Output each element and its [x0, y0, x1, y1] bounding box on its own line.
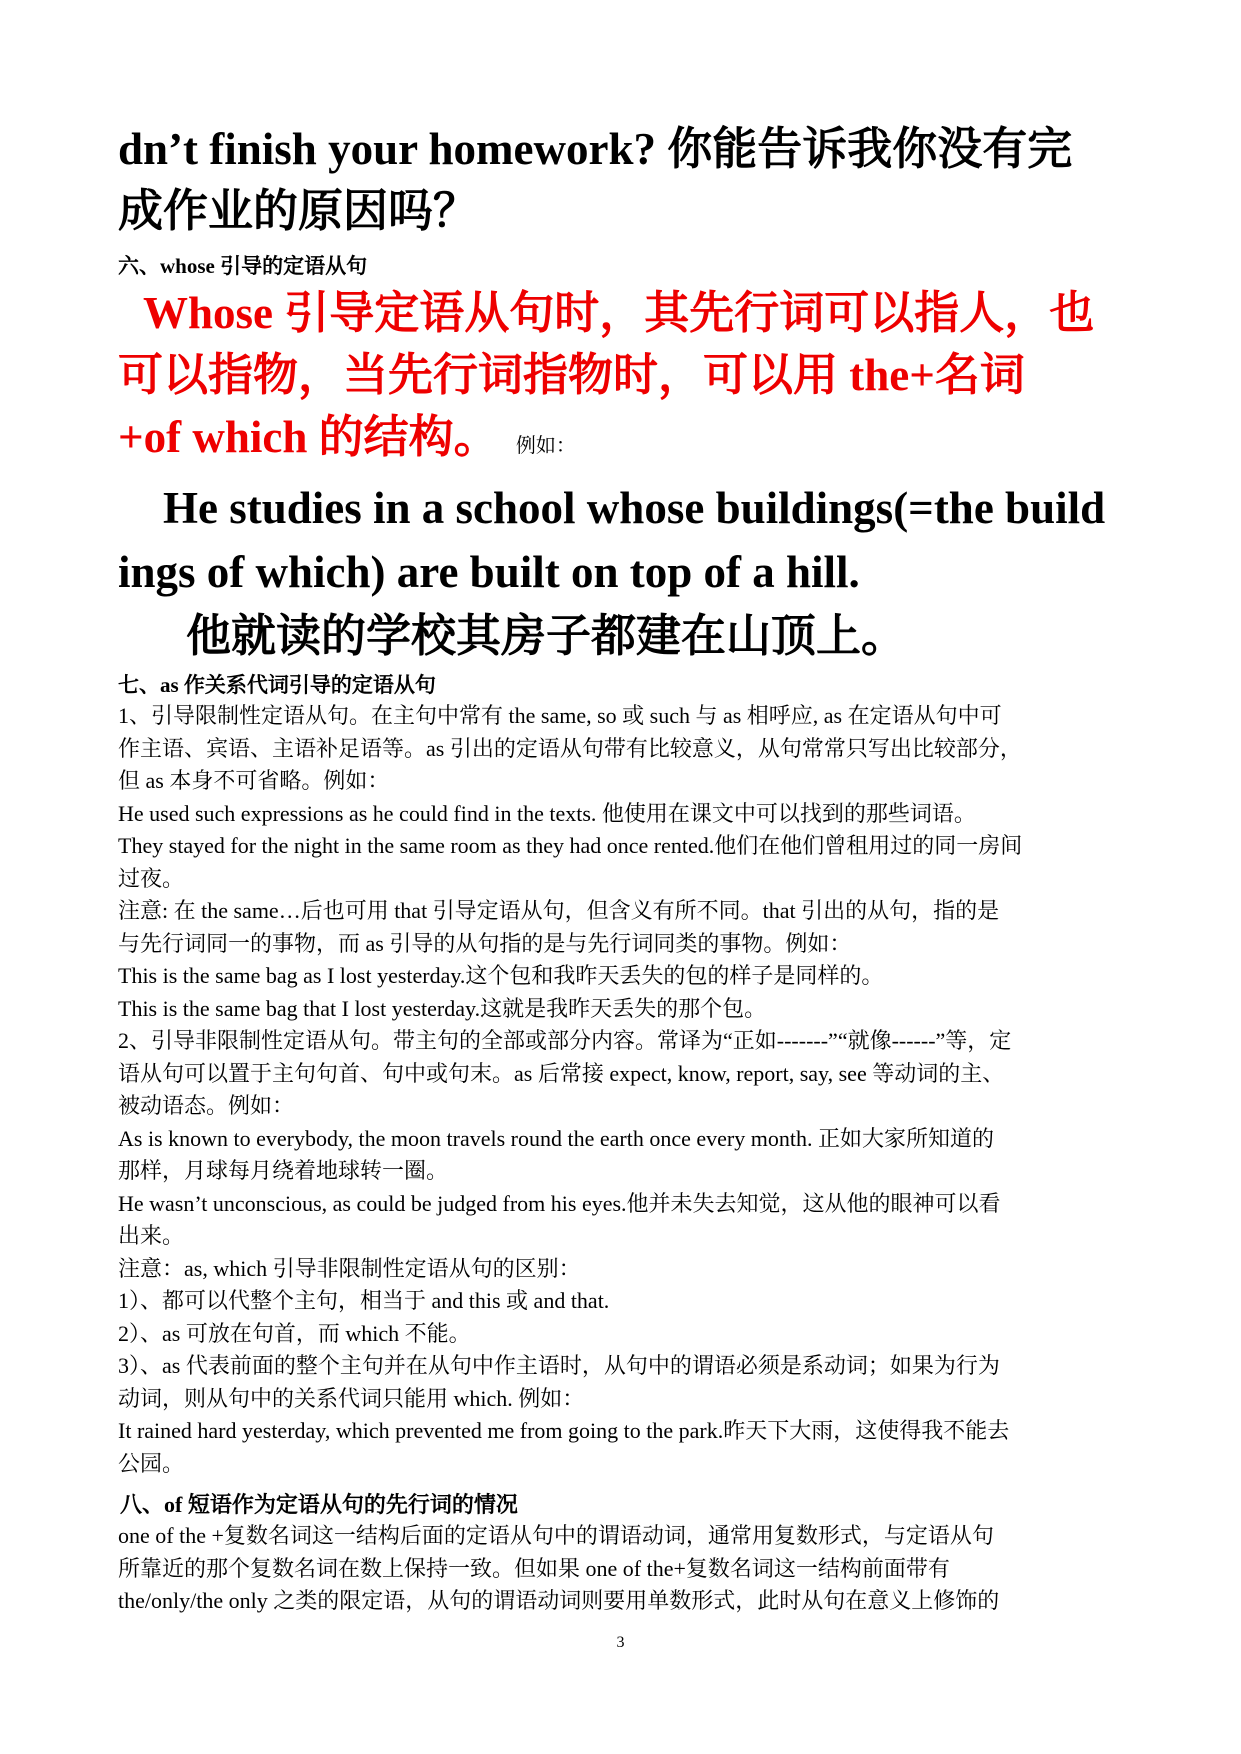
example-sentence: It rained hard yesterday, which prevented me from going to the park.昨天下大雨，这使得我不能去 [118, 1418, 1010, 1443]
example-sentence: 过夜。 [118, 865, 185, 891]
paragraph-line: one of the +复数名词这一结构后面的定语从句中的谓语动词，通常用复数形式，与定语从句 [118, 1523, 994, 1548]
example-sentence: This is the same bag as I lost yesterday.这个包和我昨天丢失的包的样子是同样的。 [118, 963, 884, 988]
paragraph-line: 但 as 本身不可省略。例如： [118, 768, 390, 793]
example-sentence: 那样，月球每月绕着地球转一圈。 [118, 1158, 449, 1183]
continuation-line: dn’t finish your homework? 你能告诉我你没有完 [118, 124, 1073, 174]
section-6-example [118, 476, 1126, 668]
example-en-line: ings of which) are built on top of a hill. [118, 547, 860, 597]
example-en-text: He studies in a school whose buildings(=the build [163, 483, 1106, 533]
example-sentence: They stayed for the night in the same room as they had once rented.他们在他们曾租用过的同一房间 [118, 833, 1023, 858]
example-sentence: He used such expressions as he could find in the texts. 他使用在课文中可以找到的那些词语。 [118, 800, 976, 826]
continuation-line: 成作业的原因吗？ [118, 186, 479, 236]
list-item: 动词，则从句中的关系代词只能用 which. 例如： [118, 1385, 585, 1411]
section-7-title: 七、as 作关系代词引导的定语从句 [118, 673, 436, 697]
section-8-title: 八、of 短语作为定语从句的先行词的情况 [120, 1492, 518, 1517]
rule-line-text: +of which 的结构。 [118, 412, 499, 462]
example-en-line [118, 476, 1126, 540]
rule-line: Whose 引导定语从句时，其先行词可以指人，也 [143, 288, 1095, 338]
list-item: 2）、as 可放在句首，而 which 不能。 [118, 1320, 471, 1346]
paragraph-line: 2、引导非限制性定语从句。带主句的全部或部分内容。常译为“正如-------”“就像------”等，定 [118, 1028, 1012, 1053]
example-zh-line: 他就读的学校其房子都建在山顶上。 [186, 611, 907, 661]
example-sentence: This is the same bag that I lost yesterday.这就是我昨天丢失的那个包。 [118, 995, 767, 1021]
rule-line: 可以指物，当先行词指物时，可以用 the+名词 [118, 350, 1025, 400]
paragraph-line: 语从句可以置于主句句首、句中或句末。as 后常接 expect, know, report, say, see 等动词的主、 [118, 1060, 1005, 1086]
section-6-title: 六、whose 引导的定语从句 [118, 254, 368, 278]
example-sentence: 出来。 [118, 1223, 185, 1248]
section-6-heading [118, 251, 1126, 281]
paragraph-line: 作主语、宾语、主语补足语等。as 引出的定语从句带有比较意义，从句常常只写出比较部分， [118, 735, 1022, 761]
list-item: 3）、as 代表前面的整个主句并在从句中作主语时，从句中的谓语必须是系动词；如果为行为 [118, 1353, 1000, 1378]
continuation-block [118, 118, 1126, 242]
example-label: 例如： [515, 435, 576, 457]
note-line: 注意：as, which 引导非限制性定语从句的区别： [118, 1255, 581, 1281]
page-number: 3 [616, 1634, 625, 1651]
paragraph-line: 1、引导限制性定语从句。在主句中常有 the same, so 或 such 与 as 相呼应, as 在定语从句中可 [118, 703, 1002, 728]
note-line: 与先行词同一的事物，而 as 引导的从句指的是与先行词同类的事物。例如： [118, 930, 852, 956]
rule-line [118, 406, 1126, 477]
section-6-rule [118, 282, 1126, 477]
example-sentence: As is known to everybody, the moon travels round the earth once every month. 正如大家所知道的 [118, 1125, 994, 1151]
section-7 [118, 670, 1126, 1480]
paragraph-line: 所靠近的那个复数名词在数上保持一致。但如果 one of the+复数名词这一结构前面带有 [118, 1555, 950, 1581]
paragraph-line: the/only/the only 之类的限定语，从句的谓语动词则要用单数形式，此时从句在意义上修饰的 [118, 1588, 1000, 1613]
paragraph-line: 被动语态。例如： [118, 1093, 295, 1118]
section-8 [118, 1490, 1126, 1618]
example-sentence: 公园。 [118, 1450, 185, 1476]
list-item: 1）、都可以代整个主句，相当于 and this 或 and that. [118, 1288, 610, 1313]
note-line: 注意: 在 the same…后也可用 that 引导定语从句，但含义有所不同。that 引出的从句，指的是 [118, 898, 1000, 923]
example-sentence: He wasn’t unconscious, as could be judged from his eyes.他并未失去知觉，这从他的眼神可以看 [118, 1190, 1001, 1216]
